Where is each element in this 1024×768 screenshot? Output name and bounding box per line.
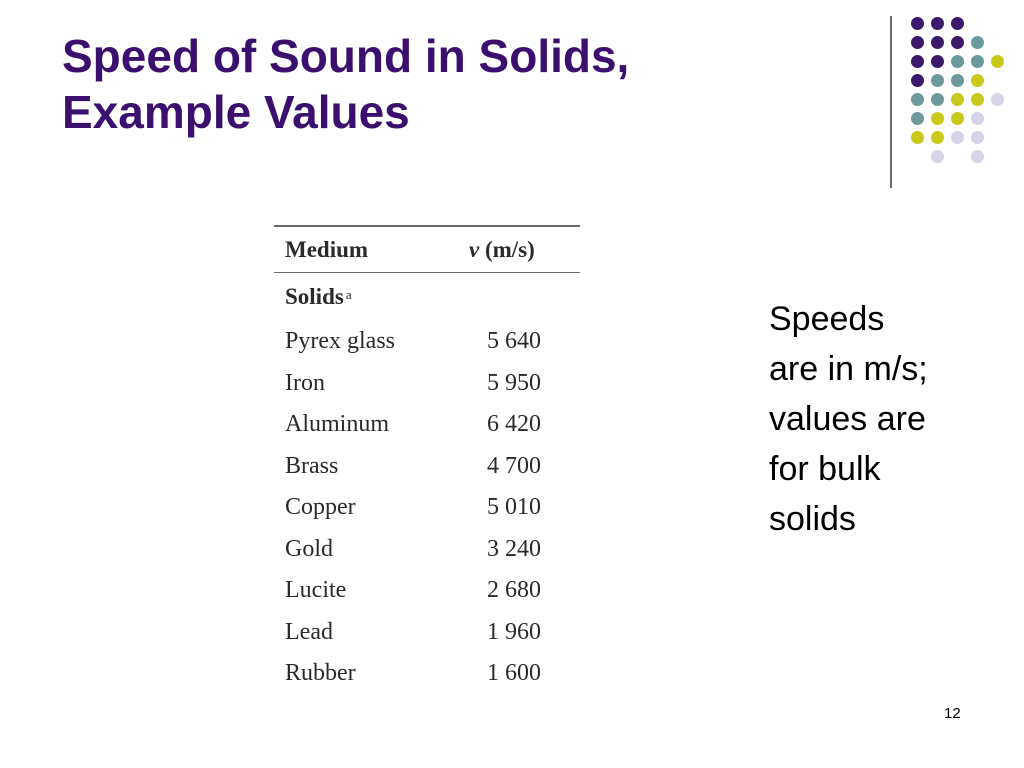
dot	[931, 36, 944, 49]
dot	[971, 55, 984, 68]
table-row	[274, 612, 580, 654]
dot	[931, 17, 944, 30]
dot	[931, 55, 944, 68]
cell-speed: 5 010	[487, 494, 541, 521]
cell-speed: 5 950	[487, 369, 541, 396]
dot	[911, 17, 924, 30]
table-row	[274, 363, 580, 405]
cell-medium: Rubber	[285, 660, 356, 687]
dot	[931, 74, 944, 87]
page-number: 12	[944, 705, 961, 722]
dot	[911, 131, 924, 144]
side-note-line: for bulk	[769, 450, 881, 488]
side-note-line: are in m/s;	[769, 350, 928, 388]
table-header	[274, 227, 580, 272]
cell-medium: Lead	[285, 618, 333, 645]
cell-medium: Iron	[285, 369, 325, 396]
dot	[971, 150, 984, 163]
dot	[971, 93, 984, 106]
cell-speed: 3 240	[487, 535, 541, 562]
cell-speed: 5 640	[487, 328, 541, 355]
dot	[911, 55, 924, 68]
cell-speed: 6 420	[487, 411, 541, 438]
side-note-line: values are	[769, 400, 926, 438]
dot	[991, 93, 1004, 106]
header-medium: Medium	[285, 236, 369, 262]
cell-speed: 1 960	[487, 618, 541, 645]
cell-medium: Lucite	[285, 577, 347, 604]
table-row	[274, 446, 580, 488]
slide-title-line-1: Speed of Sound in Solids,	[62, 30, 630, 82]
speed-table	[274, 225, 580, 695]
dot	[971, 36, 984, 49]
table-row	[274, 321, 580, 363]
table-row	[274, 404, 580, 446]
dot	[911, 36, 924, 49]
side-note-line: solids	[769, 500, 856, 538]
table-row	[274, 529, 580, 571]
cell-speed: 2 680	[487, 577, 541, 604]
slide-title-line-2: Example Values	[62, 86, 410, 138]
cell-medium: Aluminum	[285, 411, 390, 438]
cell-speed: 1 600	[487, 660, 541, 687]
dot	[931, 131, 944, 144]
dot	[911, 74, 924, 87]
dot	[951, 17, 964, 30]
header-speed-unit: (m/s)	[479, 236, 535, 262]
dot	[931, 150, 944, 163]
cell-medium: Pyrex glass	[285, 328, 395, 355]
cell-medium: Brass	[285, 452, 339, 479]
dot	[951, 36, 964, 49]
dot	[931, 112, 944, 125]
table-row	[274, 570, 580, 612]
dot	[991, 55, 1004, 68]
dot	[911, 93, 924, 106]
dot	[931, 93, 944, 106]
dot	[971, 112, 984, 125]
header-speed-variable: v	[469, 236, 480, 262]
cell-medium: Copper	[285, 494, 356, 521]
dot	[951, 93, 964, 106]
cell-speed: 4 700	[487, 452, 541, 479]
decorative-dot-grid	[0, 0, 1024, 200]
dot	[971, 131, 984, 144]
section-label: Solids	[285, 284, 344, 309]
table-row	[274, 653, 580, 695]
dot	[951, 55, 964, 68]
cell-medium: Gold	[285, 535, 333, 562]
side-note-line: Speeds	[769, 300, 885, 338]
dot	[951, 112, 964, 125]
section-footnote-marker: a	[345, 287, 352, 302]
side-note	[769, 294, 1009, 544]
header-speed	[469, 237, 580, 263]
table-row	[274, 487, 580, 529]
dot	[951, 74, 964, 87]
dot	[951, 131, 964, 144]
dot	[911, 112, 924, 125]
dot	[971, 74, 984, 87]
table-section-solids	[274, 273, 580, 321]
